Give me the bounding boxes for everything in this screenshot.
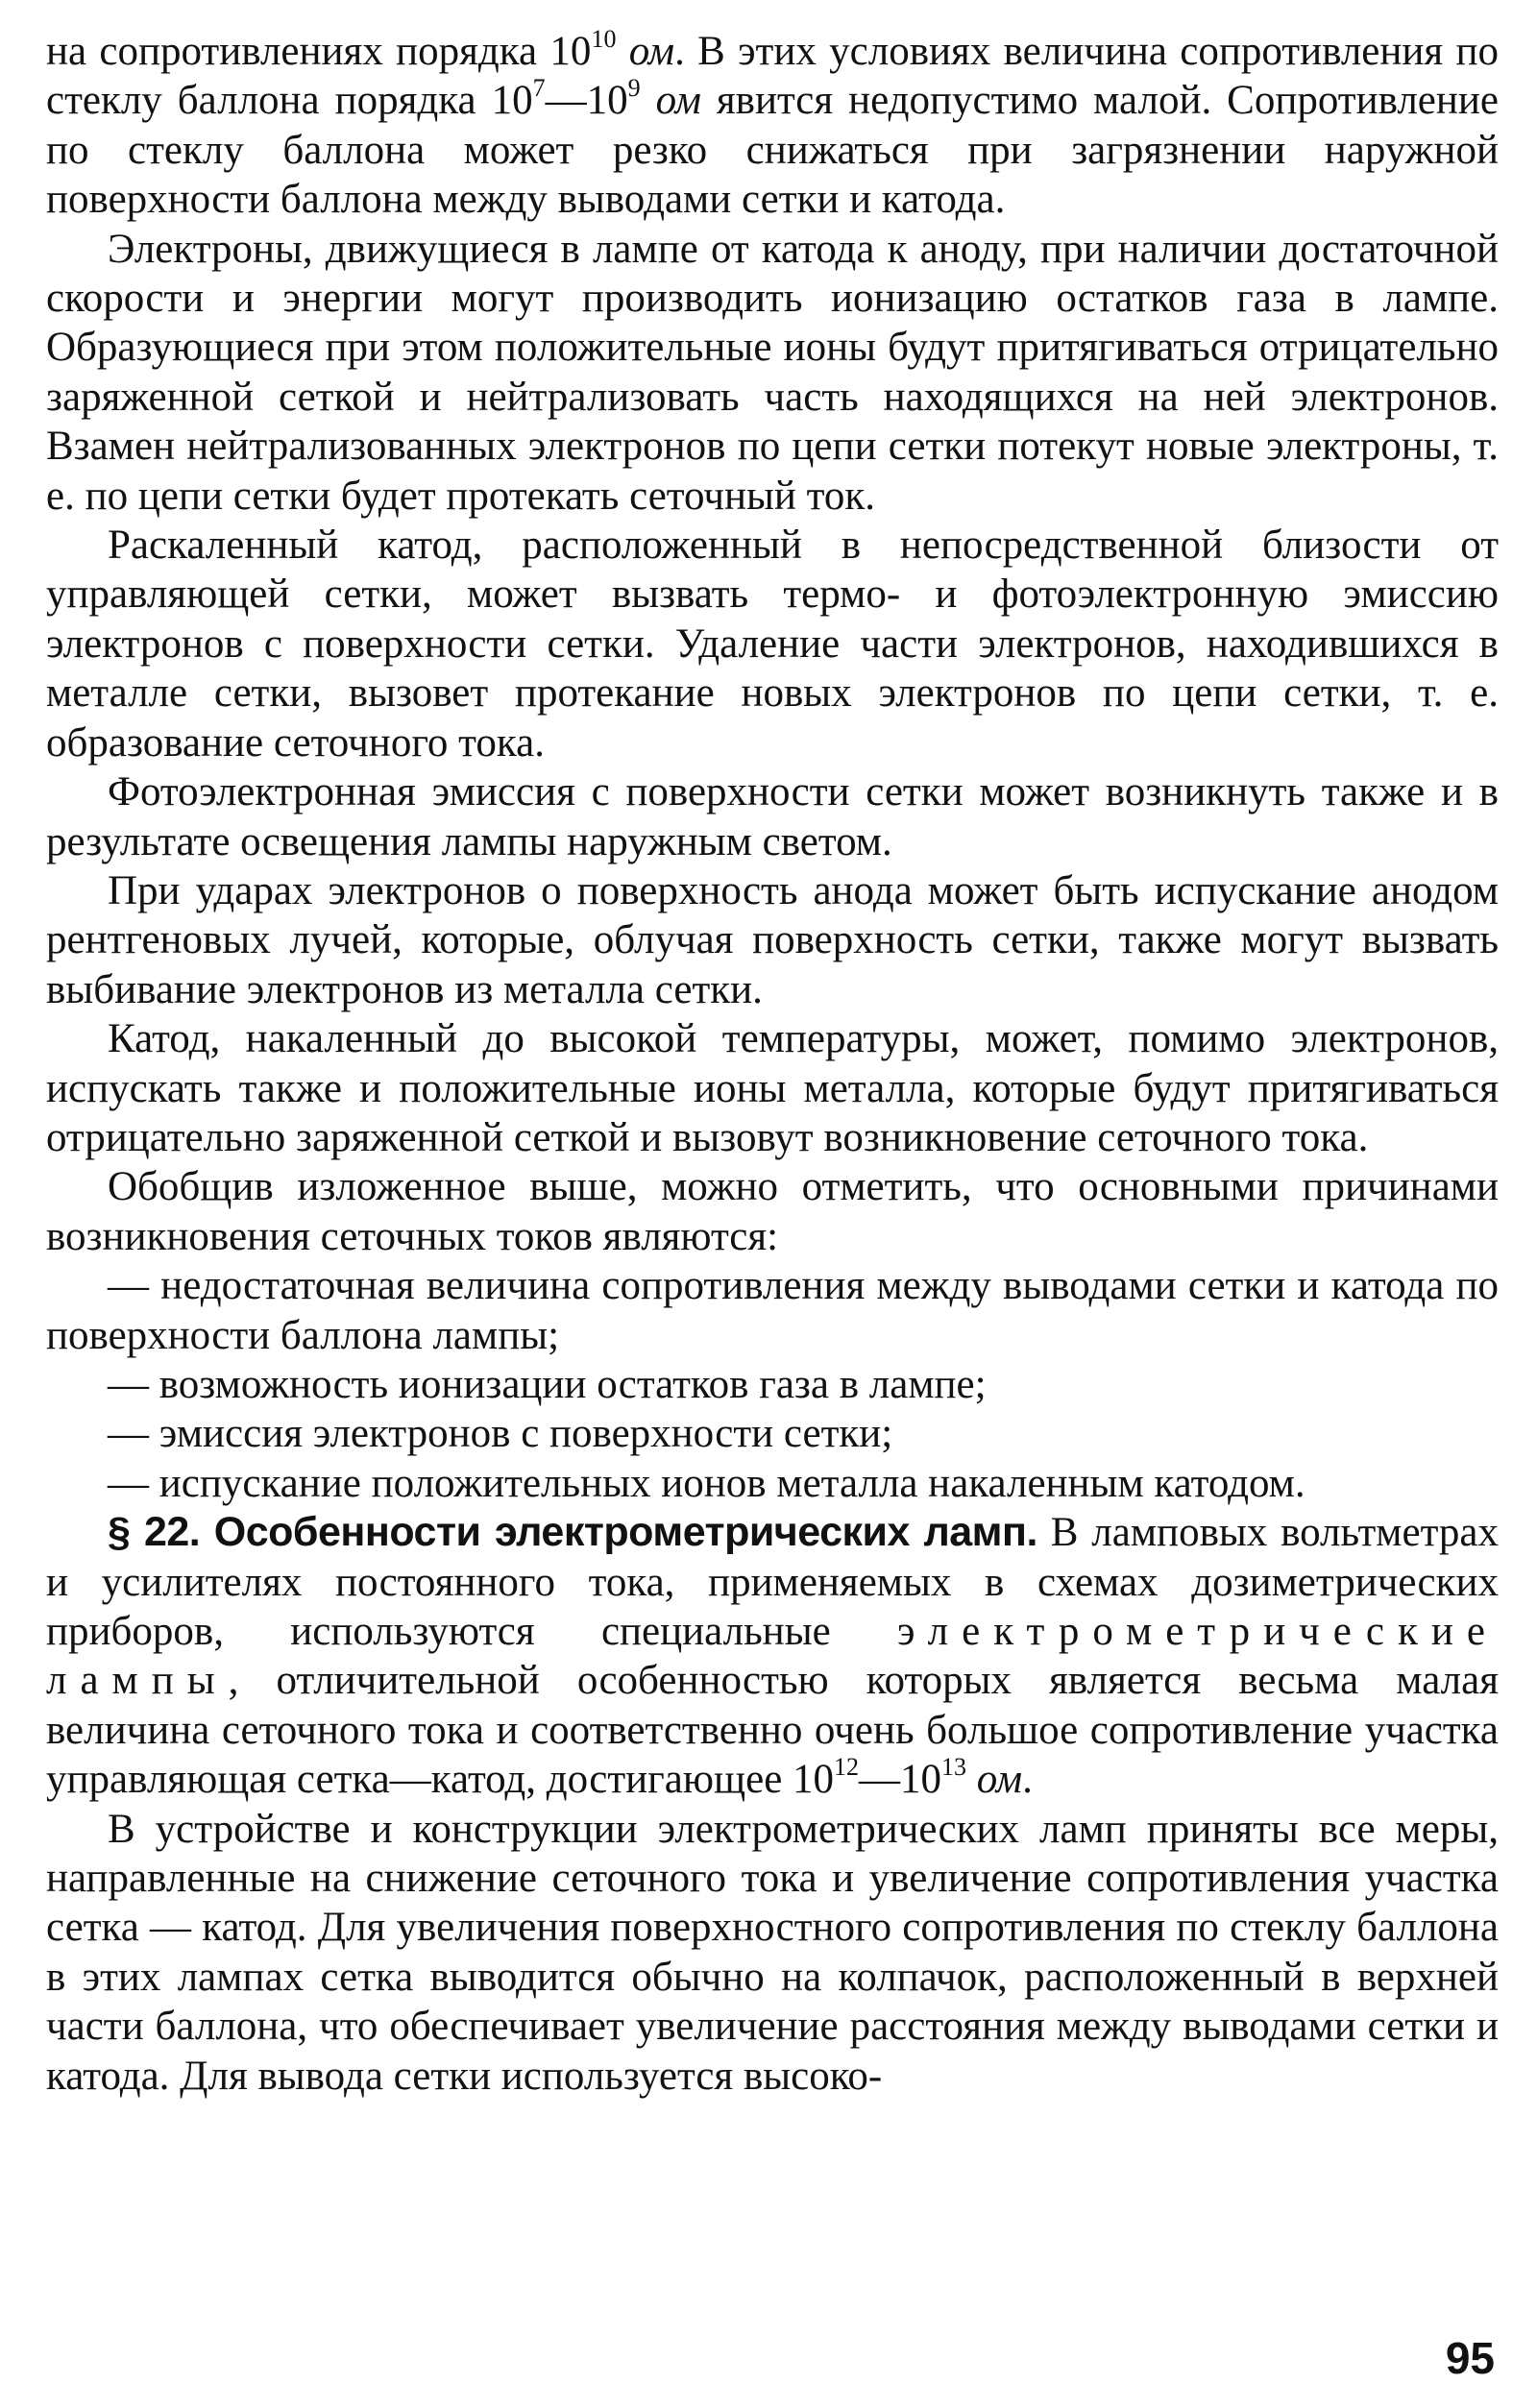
text-fragment: , отличительной особенностью которых является весьма малая величина сеточного тока и соответственно очень большое сопротивление участка управляющая сетка—катод, достигающее 10 — [46, 1658, 1499, 1803]
text-fragment: на сопротивлениях порядка 10 — [46, 29, 592, 74]
paragraph-4: Фотоэлектронная эмиссия с поверхности сетки может возникнуть также и в результате освещения лампы наружным светом. — [46, 769, 1499, 864]
superscript: 7 — [532, 74, 546, 103]
unit-text: ом — [628, 29, 675, 74]
text-fragment: —10 — [859, 1757, 942, 1803]
superscript: 12 — [834, 1753, 860, 1782]
paragraph-6: Катод, накаленный до высокой температуры, может, помимо электронов, испускать также и положительные ионы металла, которые будут притягиваться отрицательно заряженной сеткой и вызовут возникновение сеточного тока. — [46, 1016, 1499, 1160]
paragraph-1 — [46, 27, 1499, 225]
superscript: 13 — [941, 1753, 967, 1782]
text-fragment: явится недопустимо малой. Сопротивление по стеклу баллона может резко снижаться при загрязнении наружной поверхности баллона между выводами сетки и катода. — [46, 78, 1499, 223]
paragraph-7: Обобщив изложенное выше, можно отметить, что основными причинами возникновения сеточных токов являются: — [46, 1164, 1499, 1259]
paragraph-3: Раскаленный катод, расположенный в непосредственной близости от управляющей сетки, может вызвать термо- и фотоэлектронную эмиссию электронов с поверхности сетки. Удаление части электронов, находившихся в металле сетки, вызовет протекание новых электронов по цепи сетки, т. е. образование сеточного тока. — [46, 523, 1499, 766]
unit-text: ом — [655, 78, 701, 124]
superscript: 10 — [591, 25, 617, 53]
spaced-term: электрометрические лампы — [46, 1609, 1499, 1704]
page-body — [46, 27, 1499, 2101]
text-fragment: . — [1022, 1757, 1033, 1803]
paragraph-9: В устройстве и конструкции электрометрических ламп приняты все меры, направленные на снижение сеточного тока и увеличение сопротивления участка сетка — катод. Для увеличения поверхностного сопротивления по стеклу баллона в этих лампах сетка выводится обычно на колпачок, расположенный в верхней части баллона, что обеспечивает увеличение расстояния между выводами сетки и катода. Для вывода сетки используется высоко- — [46, 1806, 1499, 2099]
section-heading: § 22. Особенности электрометрических ламп. — [108, 1509, 1037, 1556]
list-item: — эмиссия электронов с поверхности сетки; — [108, 1411, 893, 1457]
list-item: — возможность ионизации остатков газа в лампе; — [108, 1361, 987, 1407]
list-item: — недостаточная величина сопротивления между выводами сетки и катода по поверхности баллона лампы; — [46, 1263, 1499, 1358]
text-fragment: —10 — [545, 78, 628, 124]
section-paragraph — [46, 1508, 1499, 1804]
paragraph-5: При ударах электронов о поверхность анода может быть испускание анодом рентгеновых лучей, которые, облучая поверхность сетки, также могут вызвать выбивание электронов из металла сетки. — [46, 867, 1499, 1012]
list-item: — испускание положительных ионов металла накаленным катодом. — [108, 1460, 1305, 1506]
text-fragment: В ламповых вольтметрах и усилителях постоянного тока, применяемых в схемах дозиметрических приборов, используются специальные — [46, 1510, 1499, 1654]
unit-text: ом — [976, 1757, 1023, 1803]
page-number: 95 — [1445, 2333, 1495, 2383]
paragraph-2: Электроны, движущиеся в лампе от катода к аноду, при наличии достаточной скорости и энергии могут производить ионизацию остатков газа в лампе. Образующиеся при этом положительные ионы будут притягиваться отрицательно заряженной сеткой и нейтрализовать часть находящихся на ней электронов. Взамен нейтрализованных электронов по цепи сетки потекут новые электроны, т. е. по цепи сетки будет протекать сеточный ток. — [46, 226, 1499, 519]
text-fragment: . В этих условиях величина сопротивления по стеклу баллона порядка 10 — [46, 29, 1499, 124]
superscript: 9 — [627, 74, 641, 103]
